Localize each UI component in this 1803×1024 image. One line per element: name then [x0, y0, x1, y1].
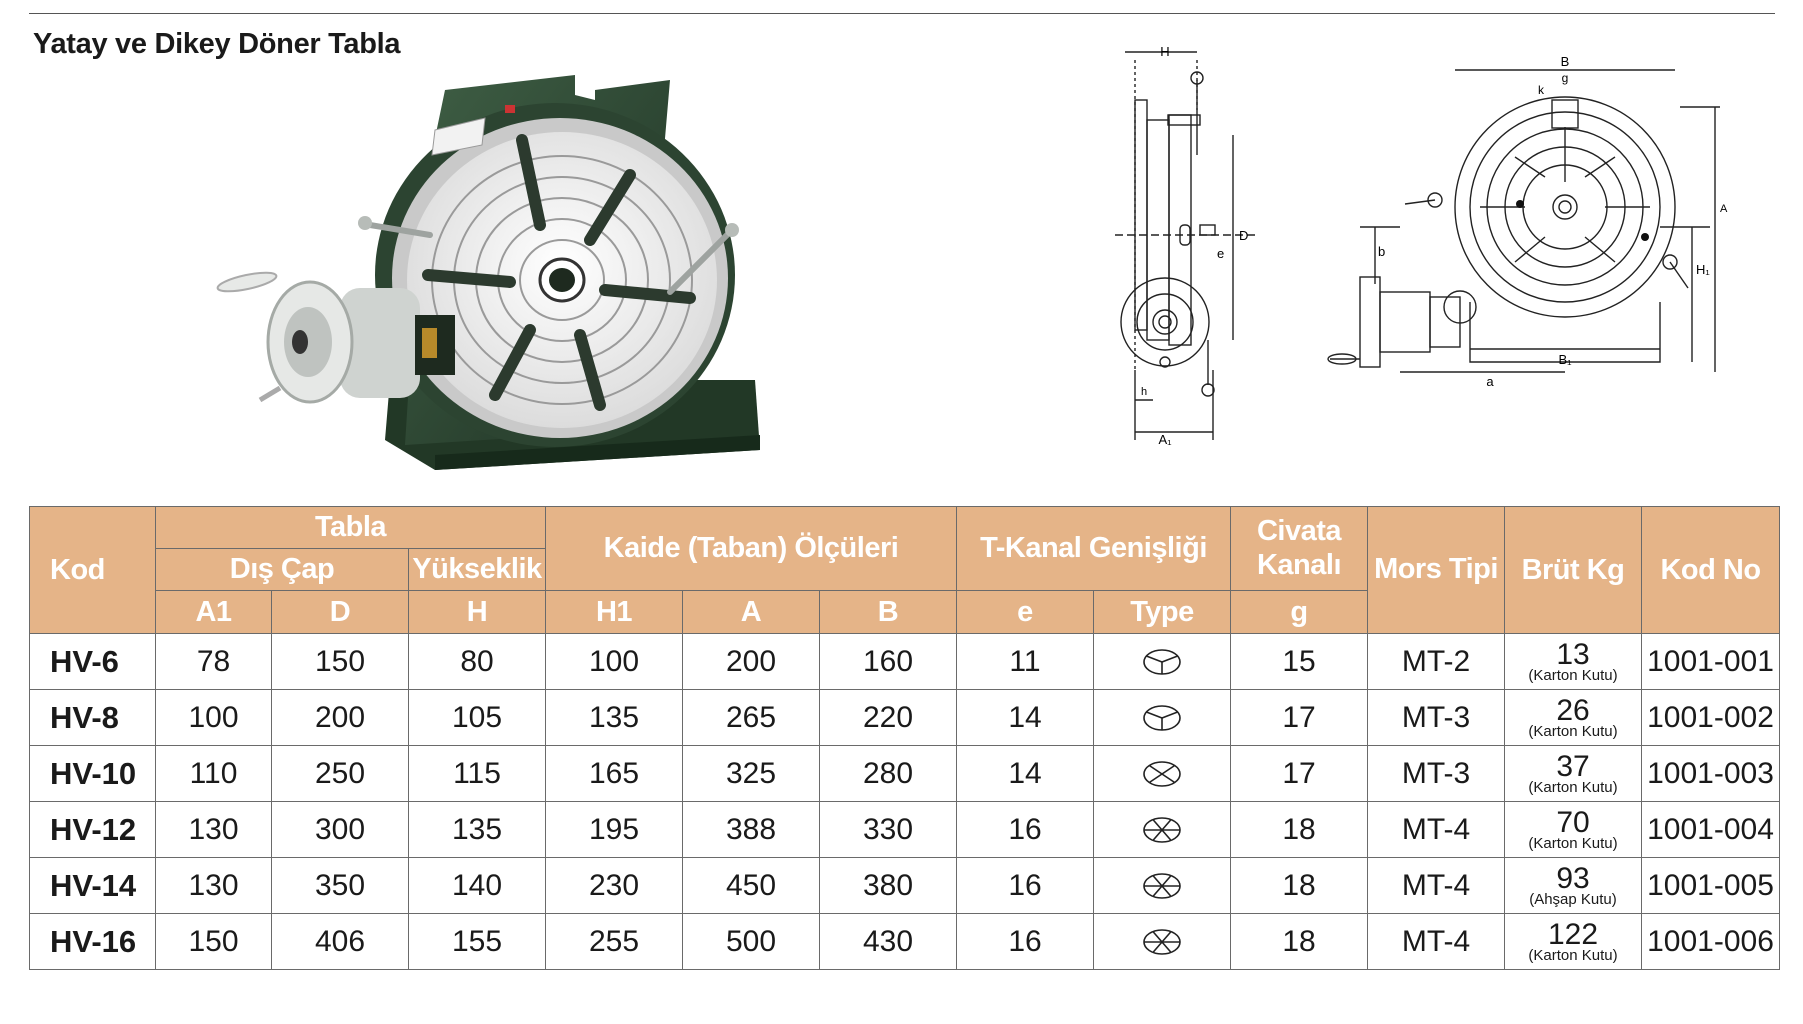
header-kodno: Kod No [1642, 507, 1780, 634]
cell-h: 140 [409, 858, 546, 914]
header-e: e [957, 591, 1094, 634]
cell-e: 16 [957, 914, 1094, 970]
header-a: A [683, 591, 820, 634]
rotary-table-photo [200, 50, 900, 520]
cell-mors: MT-2 [1368, 634, 1505, 690]
cell-a: 200 [683, 634, 820, 690]
table-row [30, 690, 1780, 746]
cell-mors: MT-3 [1368, 690, 1505, 746]
header-yukseklik: Yükseklik [409, 549, 546, 591]
cell-type [1094, 690, 1231, 746]
cell-kg [1505, 634, 1642, 690]
cell-h1: 135 [546, 690, 683, 746]
cell-e: 16 [957, 802, 1094, 858]
weight-value: 13 [1556, 638, 1590, 671]
cell-mors: MT-4 [1368, 858, 1505, 914]
cell-a1: 130 [156, 802, 272, 858]
cell-kodno: 1001-005 [1642, 858, 1780, 914]
t-slot-3-slot-icon [1142, 648, 1182, 676]
packaging-label: (Karton Kutu) [1528, 667, 1618, 684]
cell-type [1094, 746, 1231, 802]
table-row [30, 858, 1780, 914]
cell-d: 350 [272, 858, 409, 914]
t-slot-6-slot-icon [1142, 928, 1182, 956]
t-slot-3-slot-icon [1142, 704, 1182, 732]
cell-kod: HV-10 [30, 746, 156, 802]
cell-b: 430 [820, 914, 957, 970]
header-b: B [820, 591, 957, 634]
cell-b: 380 [820, 858, 957, 914]
cell-d: 150 [272, 634, 409, 690]
cell-b: 280 [820, 746, 957, 802]
header-tabla: Tabla [156, 507, 546, 549]
cell-e: 16 [957, 858, 1094, 914]
cell-a1: 100 [156, 690, 272, 746]
cell-g: 17 [1231, 746, 1368, 802]
cell-kod: HV-14 [30, 858, 156, 914]
top-rule [29, 13, 1775, 14]
header-a1: A1 [156, 591, 272, 634]
packaging-label: (Karton Kutu) [1528, 947, 1618, 964]
header-civata: Civata Kanalı [1231, 507, 1368, 591]
dim-g-label: g [1561, 71, 1569, 85]
table-row [30, 634, 1780, 690]
table-row [30, 914, 1780, 970]
page-title: Yatay ve Dikey Döner Tabla [33, 28, 401, 60]
cell-a1: 150 [156, 914, 272, 970]
dim-H1-label: H₁ [1696, 262, 1710, 277]
header-tkanal: T-Kanal Genişliği [957, 507, 1231, 591]
dim-B1-label: B₁ [1558, 352, 1572, 367]
packaging-label: (Ahşap Kutu) [1529, 891, 1617, 908]
t-slot-6-slot-icon [1142, 816, 1182, 844]
weight-value: 93 [1556, 862, 1590, 895]
packaging-label: (Karton Kutu) [1528, 779, 1618, 796]
cell-g: 18 [1231, 858, 1368, 914]
cell-h: 115 [409, 746, 546, 802]
packaging-label: (Karton Kutu) [1528, 835, 1618, 852]
cell-kod: HV-12 [30, 802, 156, 858]
dim-A1-label: A₁ [1158, 432, 1172, 447]
cell-kod: HV-8 [30, 690, 156, 746]
dim-a-label: a [1486, 374, 1494, 389]
cell-kg [1505, 690, 1642, 746]
weight-value: 122 [1547, 918, 1599, 951]
cell-h: 135 [409, 802, 546, 858]
weight-value: 37 [1556, 750, 1590, 783]
header-d: D [272, 591, 409, 634]
table-row [30, 746, 1780, 802]
cell-kodno: 1001-003 [1642, 746, 1780, 802]
t-slot-4-slot-icon [1142, 760, 1182, 788]
cell-type [1094, 914, 1231, 970]
cell-kodno: 1001-004 [1642, 802, 1780, 858]
dim-D-label: D [1239, 228, 1249, 243]
dim-b-label: b [1378, 244, 1386, 259]
weight-value: 70 [1556, 806, 1590, 839]
cell-type [1094, 858, 1231, 914]
cell-a: 500 [683, 914, 820, 970]
cell-h1: 230 [546, 858, 683, 914]
cell-a1: 130 [156, 858, 272, 914]
cell-h: 80 [409, 634, 546, 690]
cell-g: 17 [1231, 690, 1368, 746]
dim-e-label: e [1217, 246, 1225, 261]
cell-e: 14 [957, 690, 1094, 746]
cell-a: 325 [683, 746, 820, 802]
cell-a: 388 [683, 802, 820, 858]
cell-b: 160 [820, 634, 957, 690]
cell-g: 15 [1231, 634, 1368, 690]
cell-type [1094, 802, 1231, 858]
cell-kodno: 1001-006 [1642, 914, 1780, 970]
cell-g: 18 [1231, 914, 1368, 970]
cell-kodno: 1001-001 [1642, 634, 1780, 690]
dim-k-label: k [1538, 83, 1544, 97]
cell-e: 14 [957, 746, 1094, 802]
header-type: Type [1094, 591, 1231, 634]
cell-b: 330 [820, 802, 957, 858]
cell-e: 11 [957, 634, 1094, 690]
cell-d: 300 [272, 802, 409, 858]
cell-mors: MT-3 [1368, 746, 1505, 802]
cell-kg [1505, 914, 1642, 970]
header-kaide: Kaide (Taban) Ölçüleri [546, 507, 957, 591]
header-brut: Brüt Kg [1505, 507, 1642, 634]
cell-d: 200 [272, 690, 409, 746]
spec-table [29, 506, 1780, 970]
header-mors: Mors Tipi [1368, 507, 1505, 634]
weight-value: 26 [1556, 694, 1590, 727]
dim-A-label: A [1720, 203, 1728, 215]
cell-a: 450 [683, 858, 820, 914]
cell-a1: 78 [156, 634, 272, 690]
cell-kg [1505, 746, 1642, 802]
cell-h1: 195 [546, 802, 683, 858]
header-kod: Kod [30, 507, 156, 634]
cell-h1: 165 [546, 746, 683, 802]
cell-b: 220 [820, 690, 957, 746]
cell-a1: 110 [156, 746, 272, 802]
cell-h: 105 [409, 690, 546, 746]
side-view-drawing [1105, 40, 1275, 450]
cell-h1: 255 [546, 914, 683, 970]
cell-d: 250 [272, 746, 409, 802]
cell-h1: 100 [546, 634, 683, 690]
table-row [30, 802, 1780, 858]
dim-H-label: H [1160, 44, 1170, 59]
cell-kg [1505, 858, 1642, 914]
cell-type [1094, 634, 1231, 690]
cell-a: 265 [683, 690, 820, 746]
header-g: g [1231, 591, 1368, 634]
cell-kod: HV-6 [30, 634, 156, 690]
cell-kodno: 1001-002 [1642, 690, 1780, 746]
t-slot-6-slot-icon [1142, 872, 1182, 900]
cell-kg [1505, 802, 1642, 858]
front-view-drawing [1320, 52, 1770, 452]
header-h1: H1 [546, 591, 683, 634]
header-dis-cap: Dış Çap [156, 549, 409, 591]
cell-d: 406 [272, 914, 409, 970]
cell-g: 18 [1231, 802, 1368, 858]
cell-h: 155 [409, 914, 546, 970]
header-h: H [409, 591, 546, 634]
cell-mors: MT-4 [1368, 914, 1505, 970]
dim-h-label: h [1141, 386, 1148, 398]
cell-mors: MT-4 [1368, 802, 1505, 858]
cell-kod: HV-16 [30, 914, 156, 970]
packaging-label: (Karton Kutu) [1528, 723, 1618, 740]
dim-B-label: B [1560, 54, 1570, 69]
